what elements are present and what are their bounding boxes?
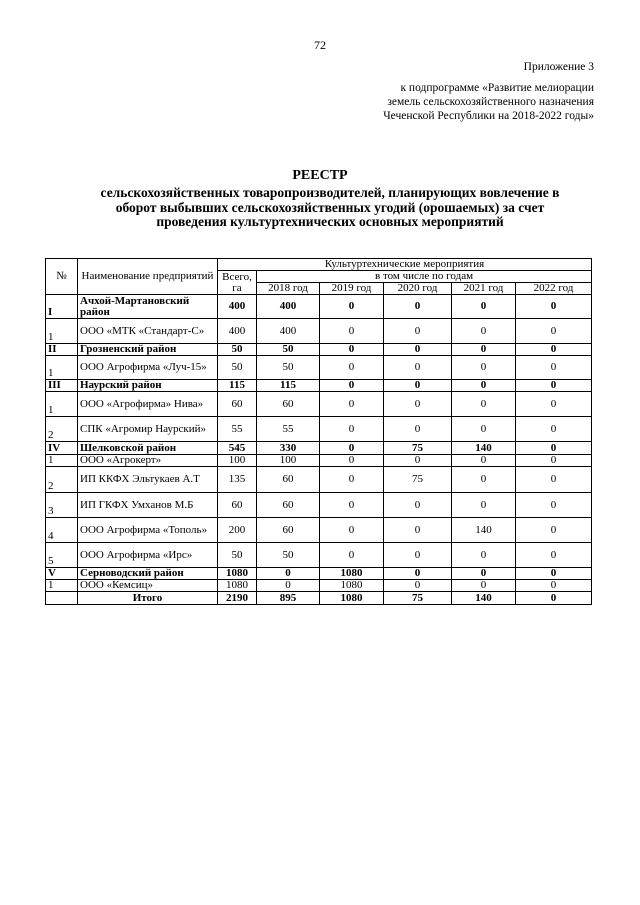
district-row [46,442,592,455]
enterprise-row [46,493,592,518]
header-by-years: в том числе по годам [257,271,592,283]
row-2022: 0 [516,295,592,319]
row-2019: 0 [320,344,384,356]
row-2019: 0 [320,455,384,467]
row-2021: 140 [452,442,516,455]
row-2020: 0 [384,380,452,392]
row-name: ООО «Кемсиц» [78,580,218,592]
row-name: СПК «Агромир Наурский» [78,417,218,442]
row-no: 5 [46,543,78,568]
enterprise-row [46,319,592,344]
row-2018: 60 [257,467,320,493]
row-2020: 0 [384,518,452,543]
row-2021: 0 [452,417,516,442]
row-2020: 0 [384,344,452,356]
row-2021: 0 [452,356,516,380]
row-2021: 0 [452,295,516,319]
row-2019: 1080 [320,580,384,592]
total-2021: 140 [452,592,516,605]
row-2020: 75 [384,442,452,455]
row-2021: 0 [452,344,516,356]
district-row [46,568,592,580]
row-2018: 60 [257,518,320,543]
row-2020: 0 [384,493,452,518]
enterprise-row [46,543,592,568]
row-no: 1 [46,580,78,592]
row-total: 50 [218,543,257,568]
row-name: ООО «Агрокерт» [78,455,218,467]
row-no: 1 [46,392,78,417]
row-name: Серноводский район [78,568,218,580]
row-2018: 50 [257,356,320,380]
row-total: 60 [218,493,257,518]
row-2018: 115 [257,380,320,392]
registry-table [45,258,592,605]
row-2018: 0 [257,580,320,592]
enterprise-row [46,580,592,592]
row-2019: 0 [320,467,384,493]
row-2021: 0 [452,380,516,392]
row-2022: 0 [516,380,592,392]
row-2018: 330 [257,442,320,455]
row-name: Шелковской район [78,442,218,455]
row-2022: 0 [516,518,592,543]
row-no: I [46,295,78,319]
total-2022: 0 [516,592,592,605]
row-2019: 0 [320,442,384,455]
row-total: 55 [218,417,257,442]
enterprise-row [46,467,592,493]
row-name: ООО «Агрофирма» Нива» [78,392,218,417]
row-name: ИП ГКФХ Умханов М.Б [78,493,218,518]
row-2018: 100 [257,455,320,467]
row-no: 4 [46,518,78,543]
total-label: Итого [78,592,218,605]
row-no: 2 [46,417,78,442]
row-2022: 0 [516,319,592,344]
row-2022: 0 [516,568,592,580]
district-row [46,295,592,319]
row-2021: 140 [452,518,516,543]
row-total: 400 [218,319,257,344]
row-2022: 0 [516,467,592,493]
row-no: 1 [46,455,78,467]
row-2020: 0 [384,319,452,344]
row-2018: 55 [257,417,320,442]
row-2020: 0 [384,543,452,568]
row-2018: 50 [257,543,320,568]
total-row [46,592,592,605]
row-2020: 0 [384,580,452,592]
row-2020: 0 [384,295,452,319]
row-2019: 0 [320,417,384,442]
row-no: 2 [46,467,78,493]
enterprise-row [46,356,592,380]
row-2019: 0 [320,319,384,344]
header-group: Культуртехнические мероприятия [218,259,592,271]
row-2021: 0 [452,580,516,592]
registry-body [46,295,592,592]
row-no: II [46,344,78,356]
header-name: Наименование предприятий [78,259,218,295]
document-subtitle: сельскохозяйственных товаропроизводителей, планирующих вовлечение в оборот выбывших сельскохозяйственных угодий (орошаемых) за счет проведения культуртехнических основных мероприятий [100,185,560,229]
header-year: 2021 год [452,283,516,295]
row-total: 1080 [218,580,257,592]
enterprise-row [46,392,592,417]
row-2021: 0 [452,543,516,568]
row-2022: 0 [516,493,592,518]
row-2021: 0 [452,455,516,467]
row-2019: 0 [320,356,384,380]
row-total: 135 [218,467,257,493]
enterprise-row [46,518,592,543]
row-2022: 0 [516,442,592,455]
row-name: ООО Агрофирма «Ирс» [78,543,218,568]
row-2019: 0 [320,392,384,417]
appendix-title: Приложение 3 [523,61,594,73]
district-row [46,344,592,356]
row-name: Ачхой-Мартановский район [78,295,218,319]
row-2022: 0 [516,392,592,417]
row-2020: 0 [384,392,452,417]
row-total: 50 [218,344,257,356]
total-2019: 1080 [320,592,384,605]
row-2018: 400 [257,319,320,344]
appendix-header [383,60,594,123]
row-no: IV [46,442,78,455]
enterprise-row [46,417,592,442]
row-2018: 60 [257,493,320,518]
row-2018: 50 [257,344,320,356]
header-no: № [46,259,78,295]
row-2020: 0 [384,417,452,442]
row-no: V [46,568,78,580]
row-2022: 0 [516,455,592,467]
row-2019: 0 [320,295,384,319]
row-2021: 0 [452,493,516,518]
row-2019: 0 [320,493,384,518]
row-no: 1 [46,356,78,380]
row-2022: 0 [516,580,592,592]
row-2022: 0 [516,417,592,442]
row-2019: 0 [320,543,384,568]
row-name: Наурский район [78,380,218,392]
total-2020: 75 [384,592,452,605]
enterprise-row [46,455,592,467]
total-no [46,592,78,605]
row-2021: 0 [452,568,516,580]
row-total: 115 [218,380,257,392]
row-2021: 0 [452,319,516,344]
row-2019: 1080 [320,568,384,580]
row-2020: 0 [384,568,452,580]
page-number: 72 [314,38,326,52]
row-2018: 400 [257,295,320,319]
row-2020: 0 [384,356,452,380]
row-2020: 0 [384,455,452,467]
row-2021: 0 [452,392,516,417]
row-name: Грозненский район [78,344,218,356]
row-2022: 0 [516,543,592,568]
row-2019: 0 [320,518,384,543]
row-2022: 0 [516,344,592,356]
row-total: 60 [218,392,257,417]
row-2021: 0 [452,467,516,493]
header-year: 2019 год [320,283,384,295]
row-total: 200 [218,518,257,543]
row-total: 545 [218,442,257,455]
appendix-line: земель сельскохозяйственного назначения [387,96,594,108]
header-total: Всего, га [218,271,257,295]
appendix-line: Чеченской Республики на 2018-2022 годы» [383,110,594,122]
row-total: 50 [218,356,257,380]
document-title: РЕЕСТР [292,168,348,183]
row-2020: 75 [384,467,452,493]
header-year: 2018 год [257,283,320,295]
row-no: III [46,380,78,392]
header-year: 2020 год [384,283,452,295]
total-value: 2190 [218,592,257,605]
district-row [46,380,592,392]
total-2018: 895 [257,592,320,605]
row-no: 3 [46,493,78,518]
row-name: ООО Агрофирма «Луч-15» [78,356,218,380]
header-year: 2022 год [516,283,592,295]
row-total: 1080 [218,568,257,580]
row-no: 1 [46,319,78,344]
row-2018: 60 [257,392,320,417]
row-name: ООО Агрофирма «Тополь» [78,518,218,543]
row-name: ООО «МТК «Стандарт-С» [78,319,218,344]
appendix-line: к подпрограмме «Развитие мелиорации [400,82,594,94]
row-name: ИП ККФХ Эльтукаев А.Т [78,467,218,493]
row-2018: 0 [257,568,320,580]
row-2019: 0 [320,380,384,392]
row-total: 400 [218,295,257,319]
row-2022: 0 [516,356,592,380]
row-total: 100 [218,455,257,467]
